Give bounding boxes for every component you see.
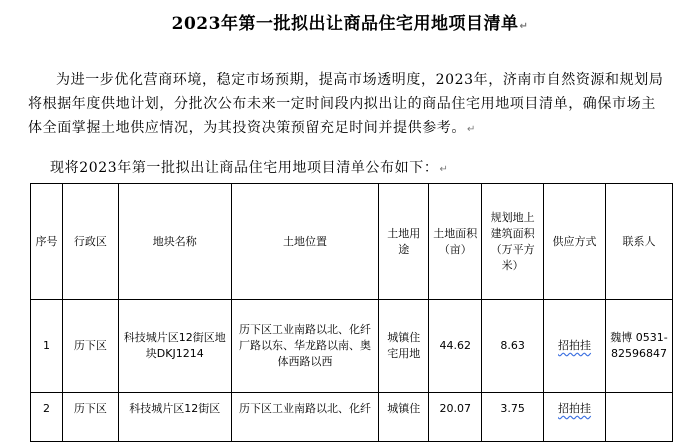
paragraph-mark-icon: ↵ [439, 164, 449, 175]
intro-paragraph [28, 68, 668, 142]
cell-area: 20.07 [429, 393, 482, 442]
header-location: 土地位置 [231, 184, 379, 300]
method-text: 招拍挂 [558, 402, 592, 415]
cell-floor-area: 8.63 [482, 300, 544, 393]
cell-area: 44.62 [429, 300, 482, 393]
intro-text: 为进一步优化营商环境，稳定市场预期，提高市场透明度，2023年，济南市自然资源和规划局将根据年度供地计划，分批次公布未来一定时间段内拟出让的商品住宅用地项目清单，确保市场主体全面掌握土地供应情况，为其投资决策预留充足时间并提供参考。 [28, 72, 664, 136]
cell-method [544, 393, 606, 442]
project-list-table [30, 183, 673, 442]
cell-use: 城镇住宅用地 [379, 300, 429, 393]
header-use: 土地用途 [379, 184, 429, 300]
cell-floor-area: 3.75 [482, 393, 544, 442]
cell-location: 历下区工业南路以北、化纤 [231, 393, 379, 442]
cell-contact [605, 393, 672, 442]
cell-use: 城镇住 [379, 393, 429, 442]
lead-paragraph [50, 156, 690, 182]
header-district: 行政区 [62, 184, 118, 300]
cell-parcel: 科技城片区12街区地块DKJ1214 [118, 300, 231, 393]
paragraph-mark-icon: ↵ [519, 21, 529, 32]
paragraph-mark-icon: ↵ [467, 124, 476, 135]
cell-district: 历下区 [62, 300, 118, 393]
table-header-row [31, 184, 673, 300]
cell-seq: 1 [31, 300, 63, 393]
cell-location: 历下区工业南路以北、化纤厂路以东、华龙路以南、奥体西路以西 [231, 300, 379, 393]
lead-text: 现将2023年第一批拟出让商品住宅用地项目清单公布如下： [50, 160, 439, 176]
method-text: 招拍挂 [558, 339, 592, 352]
cell-method [544, 300, 606, 393]
header-method: 供应方式 [544, 184, 606, 300]
header-area: 土地面积（亩） [429, 184, 482, 300]
cell-contact: 魏博 0531-82596847 [605, 300, 672, 393]
header-parcel: 地块名称 [118, 184, 231, 300]
document-title [0, 9, 700, 34]
title-text: 2023年第一批拟出让商品住宅用地项目清单 [171, 14, 519, 34]
cell-district: 历下区 [62, 393, 118, 442]
header-contact: 联系人 [605, 184, 672, 300]
cell-parcel: 科技城片区12街区 [118, 393, 231, 442]
header-floor-area: 规划地上建筑面积（万平方米） [482, 184, 544, 300]
table-row [31, 300, 673, 393]
table-row [31, 393, 673, 442]
cell-seq: 2 [31, 393, 63, 442]
header-seq: 序号 [31, 184, 63, 300]
